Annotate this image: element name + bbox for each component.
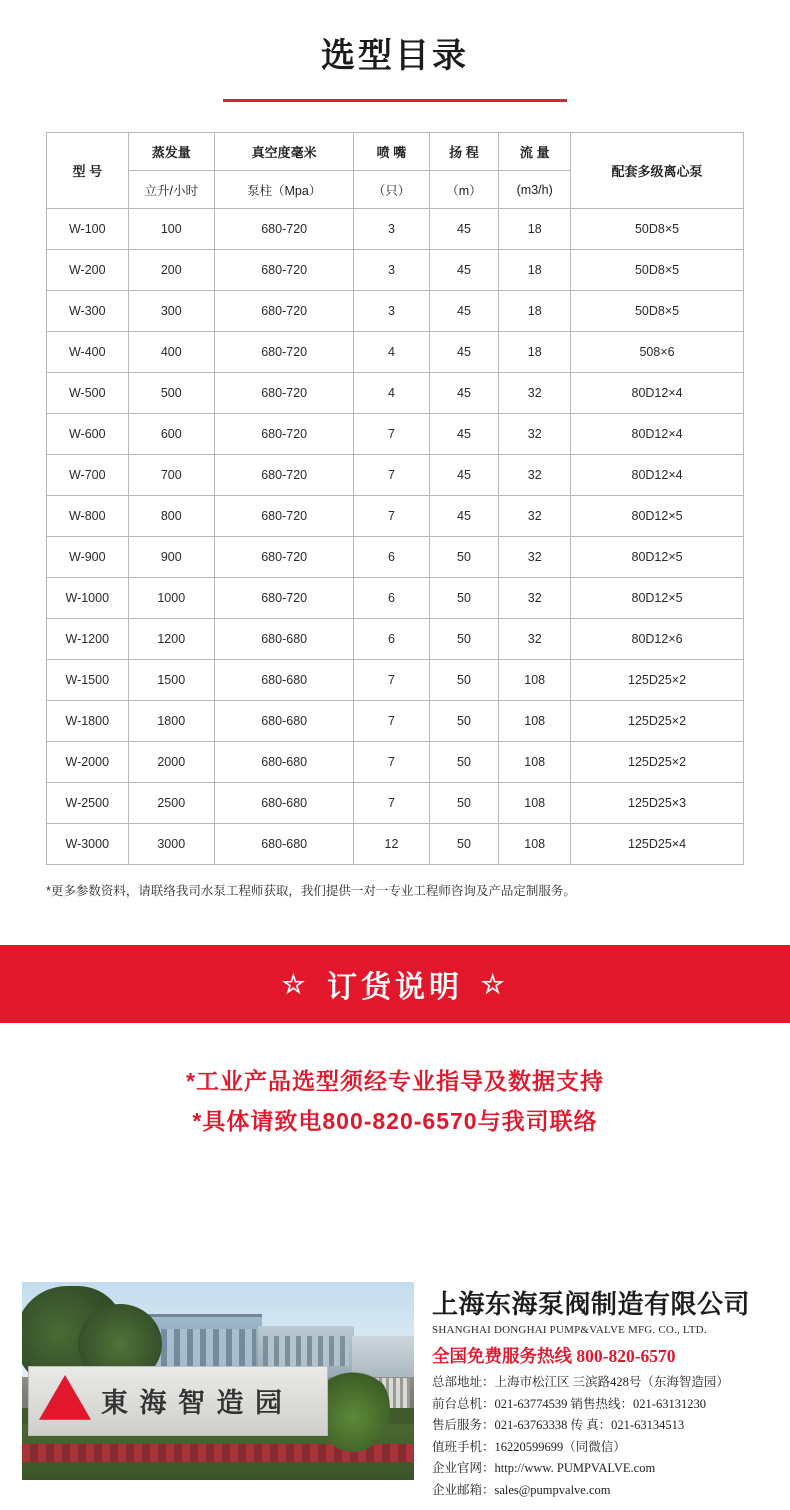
- table-note: *更多参数资料，请联络我司水泵工程师获取，我们提供一对一专业工程师咨询及产品定制服务。: [46, 884, 576, 898]
- th-flow: 流 量: [499, 133, 571, 171]
- table-row: [47, 250, 744, 291]
- cell-vacuum: 680-720: [214, 373, 353, 414]
- cell-nozzle: 6: [354, 537, 429, 578]
- cell-vacuum: 680-720: [214, 455, 353, 496]
- cell-nozzle: 3: [354, 291, 429, 332]
- cell-evaporation: 1800: [128, 701, 214, 742]
- order-banner-inner: [282, 962, 509, 1006]
- cell-model: W-100: [47, 209, 129, 250]
- cell-flow: 108: [499, 660, 571, 701]
- cell-flow: 108: [499, 701, 571, 742]
- order-note-1: *工业产品选型须经专业指导及数据支持: [186, 1068, 604, 1094]
- cell-model: W-3000: [47, 824, 129, 865]
- cell-nozzle: 7: [354, 496, 429, 537]
- table-row: [47, 291, 744, 332]
- cell-evaporation: 700: [128, 455, 214, 496]
- th-evaporation: 蒸发量: [128, 133, 214, 171]
- cell-pump: 125D25×2: [571, 742, 744, 783]
- cell-vacuum: 680-720: [214, 496, 353, 537]
- table-header-row-1: [47, 133, 744, 171]
- cell-nozzle: 7: [354, 455, 429, 496]
- table-row: [47, 578, 744, 619]
- cell-vacuum: 680-680: [214, 742, 353, 783]
- cell-model: W-300: [47, 291, 129, 332]
- cell-flow: 18: [499, 291, 571, 332]
- contact-duty-mobile: 值班手机：16220599699（同微信）: [432, 1439, 626, 1454]
- cell-head: 45: [429, 373, 499, 414]
- cell-head: 50: [429, 742, 499, 783]
- cell-vacuum: 680-720: [214, 578, 353, 619]
- contact-after-sales: 售后服务：021-63763338 传 真：021-63134513: [432, 1418, 685, 1432]
- cell-head: 45: [429, 291, 499, 332]
- table-row: [47, 701, 744, 742]
- cell-evaporation: 400: [128, 332, 214, 373]
- cell-model: W-500: [47, 373, 129, 414]
- cell-flow: 108: [499, 742, 571, 783]
- cell-evaporation: 1000: [128, 578, 214, 619]
- cell-flow: 18: [499, 250, 571, 291]
- company-name-en: SHANGHAI DONGHAI PUMP&VALVE MFG. CO., LTD.: [432, 1324, 707, 1336]
- th-nozzle-unit: （只）: [354, 171, 429, 209]
- cell-pump: 80D12×6: [571, 619, 744, 660]
- cell-nozzle: 4: [354, 332, 429, 373]
- table-row: [47, 742, 744, 783]
- cell-flow: 32: [499, 496, 571, 537]
- th-head-unit: （m）: [429, 171, 499, 209]
- table-row: [47, 373, 744, 414]
- cell-nozzle: 7: [354, 414, 429, 455]
- cell-vacuum: 680-680: [214, 783, 353, 824]
- cell-pump: 80D12×5: [571, 578, 744, 619]
- cell-pump: 125D25×3: [571, 783, 744, 824]
- cell-evaporation: 1500: [128, 660, 214, 701]
- cell-nozzle: 3: [354, 250, 429, 291]
- cell-model: W-400: [47, 332, 129, 373]
- title-block: [0, 0, 790, 102]
- table-body: [47, 209, 744, 865]
- cell-evaporation: 3000: [128, 824, 214, 865]
- table-row: [47, 824, 744, 865]
- cell-vacuum: 680-680: [214, 619, 353, 660]
- cell-nozzle: 7: [354, 783, 429, 824]
- cell-vacuum: 680-680: [214, 660, 353, 701]
- th-evaporation-unit: 立升/小时: [128, 171, 214, 209]
- cell-vacuum: 680-720: [214, 332, 353, 373]
- table-row: [47, 496, 744, 537]
- table-row: [47, 414, 744, 455]
- th-vacuum-unit: 泵柱（Mpa）: [214, 171, 353, 209]
- table-row: [47, 455, 744, 496]
- cell-model: W-1500: [47, 660, 129, 701]
- contact-lines: [432, 1372, 768, 1501]
- order-banner-label: 订货说明: [327, 971, 463, 1004]
- cell-pump: 508×6: [571, 332, 744, 373]
- cell-nozzle: 6: [354, 578, 429, 619]
- cell-head: 45: [429, 250, 499, 291]
- star-icon: ☆: [481, 968, 509, 999]
- footer-info: [414, 1282, 768, 1497]
- cell-pump: 80D12×5: [571, 496, 744, 537]
- cell-pump: 125D25×2: [571, 701, 744, 742]
- cell-nozzle: 7: [354, 660, 429, 701]
- photo-sign-text: 東 海 智 造 园: [101, 1388, 285, 1418]
- cell-head: 50: [429, 578, 499, 619]
- cell-flow: 32: [499, 537, 571, 578]
- cell-head: 50: [429, 824, 499, 865]
- factory-photo: [22, 1282, 414, 1480]
- cell-head: 50: [429, 783, 499, 824]
- cell-pump: 50D8×5: [571, 250, 744, 291]
- cell-head: 45: [429, 209, 499, 250]
- cell-evaporation: 1200: [128, 619, 214, 660]
- cell-flow: 108: [499, 783, 571, 824]
- table-row: [47, 619, 744, 660]
- cell-pump: 80D12×4: [571, 414, 744, 455]
- cell-flow: 32: [499, 414, 571, 455]
- page-title: 选型目录: [321, 37, 469, 75]
- cell-head: 50: [429, 619, 499, 660]
- company-logo-icon: [39, 1375, 91, 1427]
- cell-evaporation: 800: [128, 496, 214, 537]
- table-row: [47, 209, 744, 250]
- cell-flow: 32: [499, 455, 571, 496]
- cell-pump: 80D12×5: [571, 537, 744, 578]
- cell-vacuum: 680-680: [214, 701, 353, 742]
- cell-model: W-1000: [47, 578, 129, 619]
- cell-model: W-2000: [47, 742, 129, 783]
- table-row: [47, 332, 744, 373]
- cell-vacuum: 680-720: [214, 209, 353, 250]
- cell-head: 45: [429, 332, 499, 373]
- cell-model: W-700: [47, 455, 129, 496]
- th-flow-unit: (m3/h): [499, 171, 571, 209]
- cell-head: 45: [429, 414, 499, 455]
- cell-pump: 50D8×5: [571, 291, 744, 332]
- cell-vacuum: 680-720: [214, 537, 353, 578]
- cell-head: 45: [429, 455, 499, 496]
- cell-pump: 125D25×2: [571, 660, 744, 701]
- cell-nozzle: 3: [354, 209, 429, 250]
- cell-head: 50: [429, 660, 499, 701]
- cell-evaporation: 900: [128, 537, 214, 578]
- table-head: [47, 133, 744, 209]
- th-pump: 配套多级离心泵: [571, 133, 744, 209]
- contact-front-desk: 前台总机：021-63774539 销售热线：021-63131230: [432, 1396, 706, 1411]
- cell-model: W-2500: [47, 783, 129, 824]
- cell-nozzle: 12: [354, 824, 429, 865]
- cell-pump: 125D25×4: [571, 824, 744, 865]
- cell-nozzle: 4: [354, 373, 429, 414]
- cell-pump: 80D12×4: [571, 373, 744, 414]
- cell-evaporation: 600: [128, 414, 214, 455]
- cell-head: 50: [429, 701, 499, 742]
- cell-flow: 18: [499, 209, 571, 250]
- cell-evaporation: 300: [128, 291, 214, 332]
- star-icon: ☆: [281, 968, 309, 999]
- cell-flow: 32: [499, 373, 571, 414]
- contact-address: 总部地址：上海市松江区 三滨路428号（东海智造园）: [432, 1375, 729, 1389]
- cell-head: 45: [429, 496, 499, 537]
- spec-table-wrap: [0, 102, 790, 865]
- cell-pump: 50D8×5: [571, 209, 744, 250]
- table-row: [47, 660, 744, 701]
- table-row: [47, 537, 744, 578]
- cell-vacuum: 680-720: [214, 291, 353, 332]
- cell-model: W-200: [47, 250, 129, 291]
- cell-head: 50: [429, 537, 499, 578]
- contact-email: 企业邮箱：sales@pumpvalve.com: [432, 1482, 611, 1497]
- contact-website: 企业官网：http://www. PUMPVALVE.com: [432, 1461, 656, 1475]
- th-vacuum: 真空度毫米: [214, 133, 353, 171]
- photo-sign-wall: [28, 1366, 328, 1436]
- cell-flow: 108: [499, 824, 571, 865]
- order-notes: [0, 1023, 790, 1142]
- service-hotline: 全国免费服务热线 800-820-6570: [432, 1346, 676, 1366]
- cell-model: W-900: [47, 537, 129, 578]
- cell-model: W-800: [47, 496, 129, 537]
- table-row: [47, 783, 744, 824]
- order-banner: [0, 945, 790, 1023]
- cell-evaporation: 200: [128, 250, 214, 291]
- cell-vacuum: 680-680: [214, 824, 353, 865]
- order-note-2: *具体请致电800-820-6570与我司联络: [192, 1108, 598, 1135]
- cell-model: W-1800: [47, 701, 129, 742]
- cell-flow: 32: [499, 578, 571, 619]
- cell-model: W-600: [47, 414, 129, 455]
- cell-nozzle: 7: [354, 701, 429, 742]
- cell-evaporation: 100: [128, 209, 214, 250]
- company-name-cn: 上海东海泵阀制造有限公司: [432, 1290, 751, 1319]
- cell-nozzle: 7: [354, 742, 429, 783]
- cell-evaporation: 500: [128, 373, 214, 414]
- cell-vacuum: 680-720: [214, 250, 353, 291]
- th-nozzle: 喷 嘴: [354, 133, 429, 171]
- cell-flow: 18: [499, 332, 571, 373]
- spec-table: [46, 132, 744, 865]
- cell-nozzle: 6: [354, 619, 429, 660]
- cell-evaporation: 2000: [128, 742, 214, 783]
- th-head: 扬 程: [429, 133, 499, 171]
- footer: [0, 1282, 790, 1510]
- th-model: 型 号: [47, 133, 129, 209]
- cell-pump: 80D12×4: [571, 455, 744, 496]
- cell-flow: 32: [499, 619, 571, 660]
- cell-vacuum: 680-720: [214, 414, 353, 455]
- cell-evaporation: 2500: [128, 783, 214, 824]
- cell-model: W-1200: [47, 619, 129, 660]
